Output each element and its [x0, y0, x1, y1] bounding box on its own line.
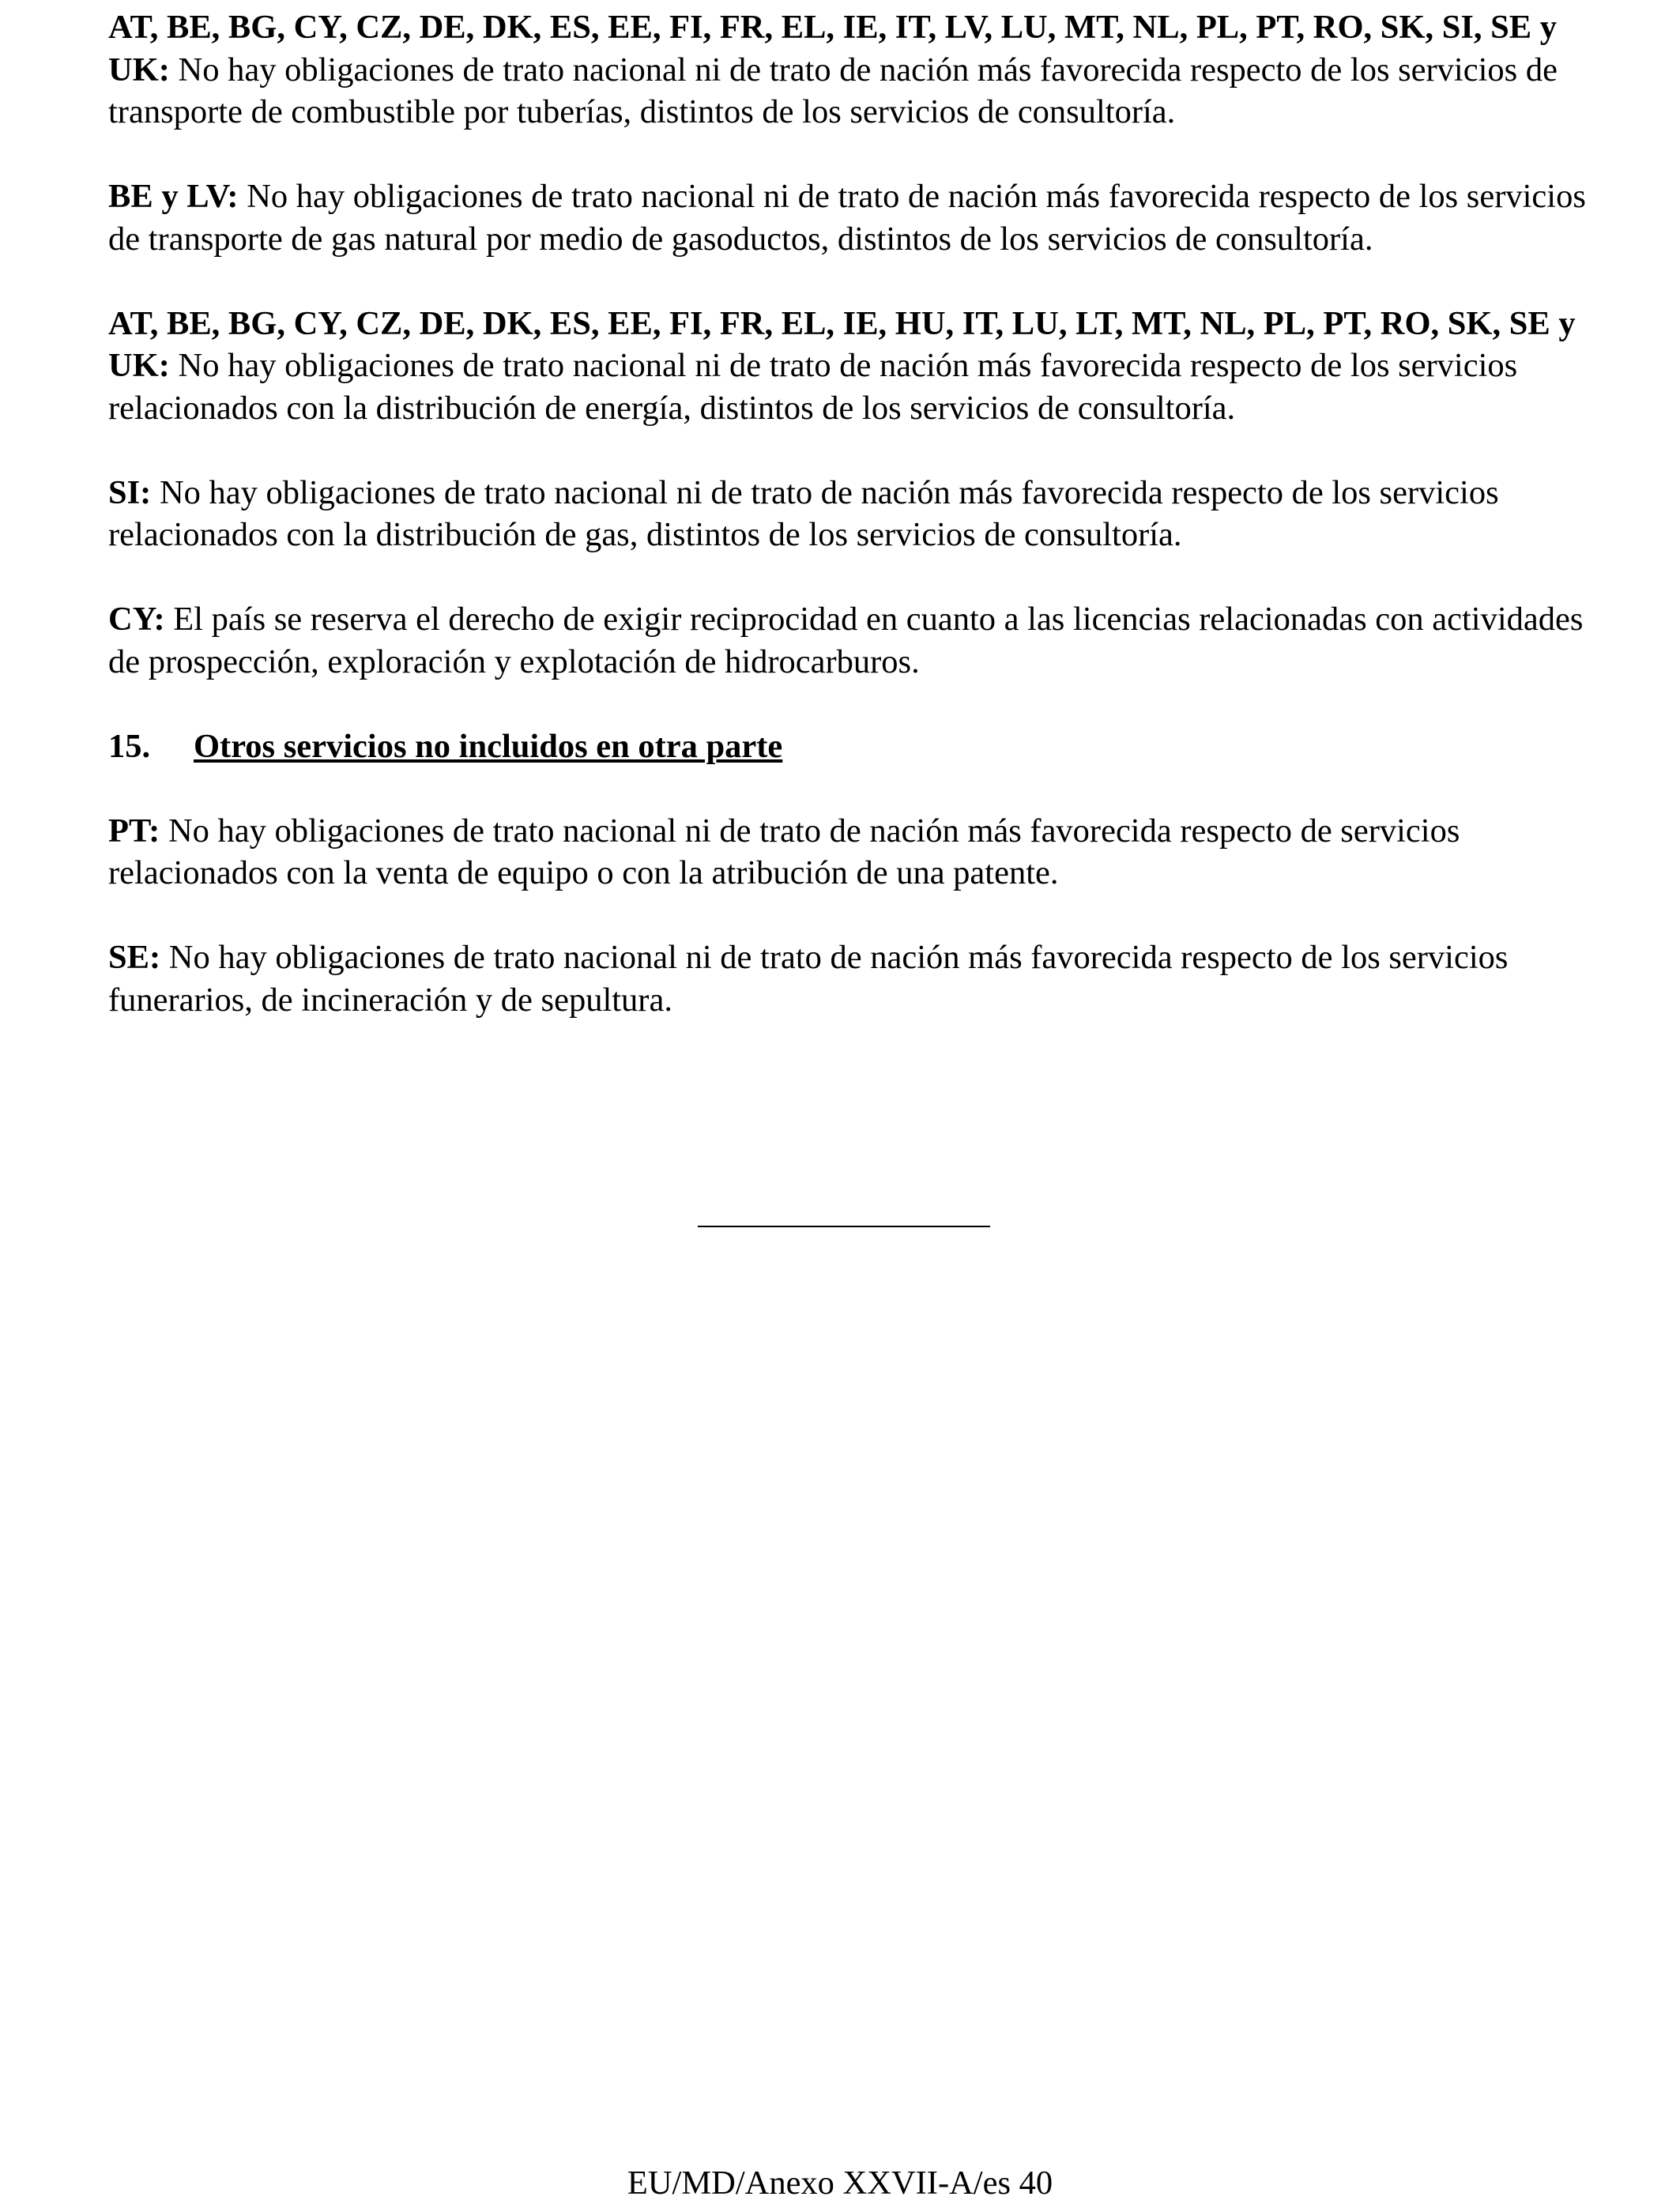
- paragraph-text: No hay obligaciones de trato nacional ni de trato de nación más favorecida respecto de los servicios relacionados con la distribución de energía, distintos de los servicios de consultoría.: [108, 347, 1518, 427]
- reservation-paragraph-energy-distribution: [108, 303, 1594, 430]
- paragraph-text: No hay obligaciones de trato nacional ni de trato de nación más favorecida respecto de los servicios de transporte de combustible por tuberías, distintos de los servicios de consultoría.: [108, 51, 1558, 130]
- country-codes-label: CY:: [108, 601, 165, 638]
- reservation-paragraph-hydrocarbons: [108, 598, 1594, 683]
- paragraph-text: El país se reserva el derecho de exigir reciprocidad en cuanto a las licencias relacionadas con actividades de prospección, exploración y explotación de hidrocarburos.: [108, 601, 1584, 680]
- end-of-annex-rule: [698, 1226, 990, 1227]
- section-title: Otros servicios no incluidos en otra parte: [194, 727, 783, 765]
- reservation-paragraph-gas-distribution: [108, 472, 1594, 556]
- country-codes-label: PT:: [108, 812, 160, 850]
- paragraph-text: No hay obligaciones de trato nacional ni de trato de nación más favorecida respecto de los servicios funerarios, de incineración y de sepultura.: [108, 939, 1509, 1019]
- reservation-paragraph-equipment-patent: [108, 810, 1594, 895]
- country-codes-label: AT, BE, BG, CY, CZ, DE, DK, ES, EE, FI, FR, EL, IE, IT, LV, LU, MT, NL, PL, PT, RO, SK, SI, SE y UK:: [108, 9, 1558, 89]
- paragraph-text: No hay obligaciones de trato nacional ni de trato de nación más favorecida respecto de servicios relacionados con la venta de equipo o con la atribución de una patente.: [108, 812, 1460, 891]
- reservation-paragraph-pipelines: [108, 6, 1594, 134]
- country-codes-label: SE:: [108, 939, 161, 976]
- section-number: 15.: [108, 727, 151, 765]
- country-codes-label: SI:: [108, 473, 152, 511]
- reservation-paragraph-funeral: [108, 936, 1594, 1021]
- page-footer: EU/MD/Anexo XXVII-A/es 40: [627, 2164, 1053, 2202]
- country-codes-label: BE y LV:: [108, 178, 239, 215]
- country-codes-label: AT, BE, BG, CY, CZ, DE, DK, ES, EE, FI, FR, EL, IE, HU, IT, LU, LT, MT, NL, PL, PT, RO, SK, SE y UK:: [108, 304, 1576, 384]
- paragraph-text: No hay obligaciones de trato nacional ni de trato de nación más favorecida respecto de los servicios de transporte de gas natural por medio de gasoductos, distintos de los servicios de consultoría.: [108, 178, 1586, 258]
- section-heading: [108, 725, 1594, 768]
- paragraph-text: No hay obligaciones de trato nacional ni de trato de nación más favorecida respecto de los servicios relacionados con la distribución de gas, distintos de los servicios de consultoría.: [108, 473, 1499, 553]
- document-body: [108, 0, 1594, 1021]
- reservation-paragraph-gas-transport: [108, 175, 1594, 260]
